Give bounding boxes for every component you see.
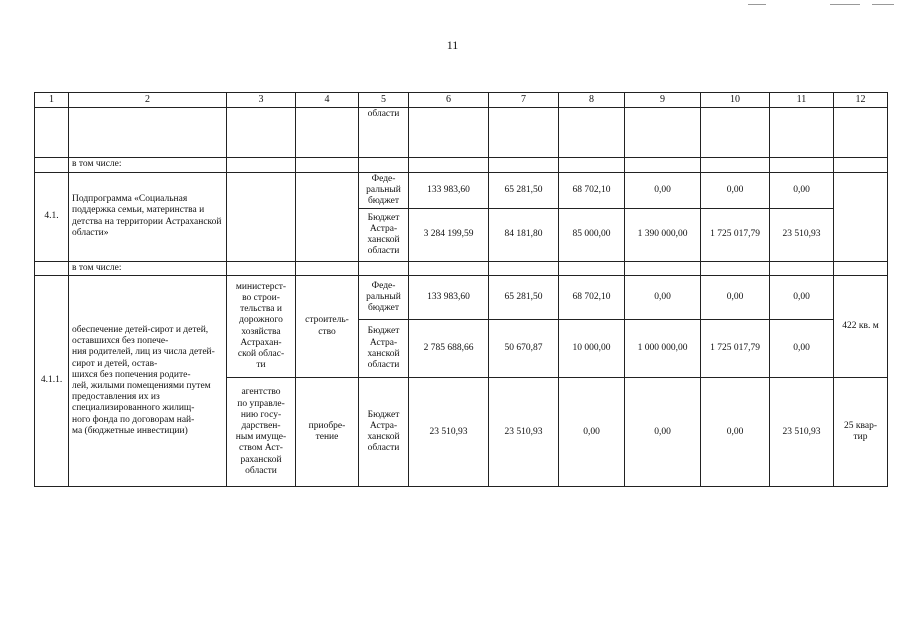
table-row: [35, 158, 888, 172]
row-number: 4.1.1.: [35, 275, 69, 486]
value-cell: 65 281,50: [489, 172, 559, 209]
funding-source: Бюджет Астра- ханской области: [359, 320, 409, 378]
scan-mark: [872, 4, 894, 5]
value-cell: 133 983,60: [409, 275, 489, 319]
value-cell: 50 670,87: [489, 320, 559, 378]
value-cell: 1 000 000,00: [625, 320, 701, 378]
value-cell: 0,00: [770, 172, 834, 209]
value-cell: 23 510,93: [489, 378, 559, 487]
col-header: 6: [409, 93, 489, 108]
table-row: [35, 275, 888, 319]
activity-type: приобре- тение: [296, 378, 359, 487]
value-cell: 23 510,93: [409, 378, 489, 487]
value-cell: 10 000,00: [559, 320, 625, 378]
subsection-label: в том числе:: [69, 158, 227, 172]
col-header: 3: [227, 93, 296, 108]
col-header: 4: [296, 93, 359, 108]
value-cell: 68 702,10: [559, 172, 625, 209]
executor: агентство по управле- нию госу- дарствен- ным имуще- ством Аст- раханской области: [227, 378, 296, 487]
value-cell: 0,00: [625, 378, 701, 487]
value-cell: 0,00: [770, 275, 834, 319]
measure-name: обеспечение детей-сирот и детей, оставшихся без попече- ния родителей, лиц из числа детей-сирот и детей, остав- шихся без попечения родите- лей, жилыми помещениями путем предоставления их из специализированного жилищ- ного фонда по договорам най- ма (бюджетные инвестиции): [69, 275, 227, 486]
page-number: 11: [446, 38, 459, 52]
value-cell: 0,00: [701, 378, 770, 487]
col-header: 7: [489, 93, 559, 108]
value-cell: 68 702,10: [559, 275, 625, 319]
value-cell: 0,00: [770, 320, 834, 378]
funding-source: области: [359, 108, 409, 158]
subsection-label: в том числе:: [69, 261, 227, 275]
value-cell: 1 725 017,79: [701, 320, 770, 378]
value-cell: 65 281,50: [489, 275, 559, 319]
col-header: 10: [701, 93, 770, 108]
executor: министерст- во строи- тельства и дорожного хозяйства Астрахан- ской облас- ти: [227, 275, 296, 378]
value-cell: 0,00: [559, 378, 625, 487]
table-row: [35, 261, 888, 275]
value-cell: 0,00: [701, 275, 770, 319]
scan-mark: [748, 4, 766, 5]
value-cell: 1 390 000,00: [625, 209, 701, 261]
col-header: 5: [359, 93, 409, 108]
col-header: 8: [559, 93, 625, 108]
program-name: Подпрограмма «Социальная поддержка семьи, материнства и детства на территории Астраханской области»: [69, 172, 227, 261]
value-cell: 23 510,93: [770, 209, 834, 261]
col-header: 9: [625, 93, 701, 108]
table-row: [35, 108, 888, 158]
funding-source: Бюджет Астра- ханской области: [359, 209, 409, 261]
result-indicator: 25 квар- тир: [834, 378, 888, 487]
value-cell: 133 983,60: [409, 172, 489, 209]
funding-source: Феде- ральный бюджет: [359, 275, 409, 319]
value-cell: 0,00: [625, 275, 701, 319]
table-row: [35, 172, 888, 209]
col-header: 1: [35, 93, 69, 108]
header-row: [35, 93, 888, 108]
value-cell: 0,00: [625, 172, 701, 209]
result-indicator: 422 кв. м: [834, 275, 888, 378]
budget-table: [34, 92, 888, 487]
value-cell: 1 725 017,79: [701, 209, 770, 261]
value-cell: 23 510,93: [770, 378, 834, 487]
funding-source: Бюджет Астра- ханской области: [359, 378, 409, 487]
activity-type: строитель- ство: [296, 275, 359, 378]
col-header: 12: [834, 93, 888, 108]
row-number: 4.1.: [35, 172, 69, 261]
value-cell: 85 000,00: [559, 209, 625, 261]
col-header: 2: [69, 93, 227, 108]
value-cell: 3 284 199,59: [409, 209, 489, 261]
scan-mark: [830, 4, 860, 5]
col-header: 11: [770, 93, 834, 108]
funding-source: Феде- ральный бюджет: [359, 172, 409, 209]
value-cell: 84 181,80: [489, 209, 559, 261]
value-cell: 2 785 688,66: [409, 320, 489, 378]
value-cell: 0,00: [701, 172, 770, 209]
